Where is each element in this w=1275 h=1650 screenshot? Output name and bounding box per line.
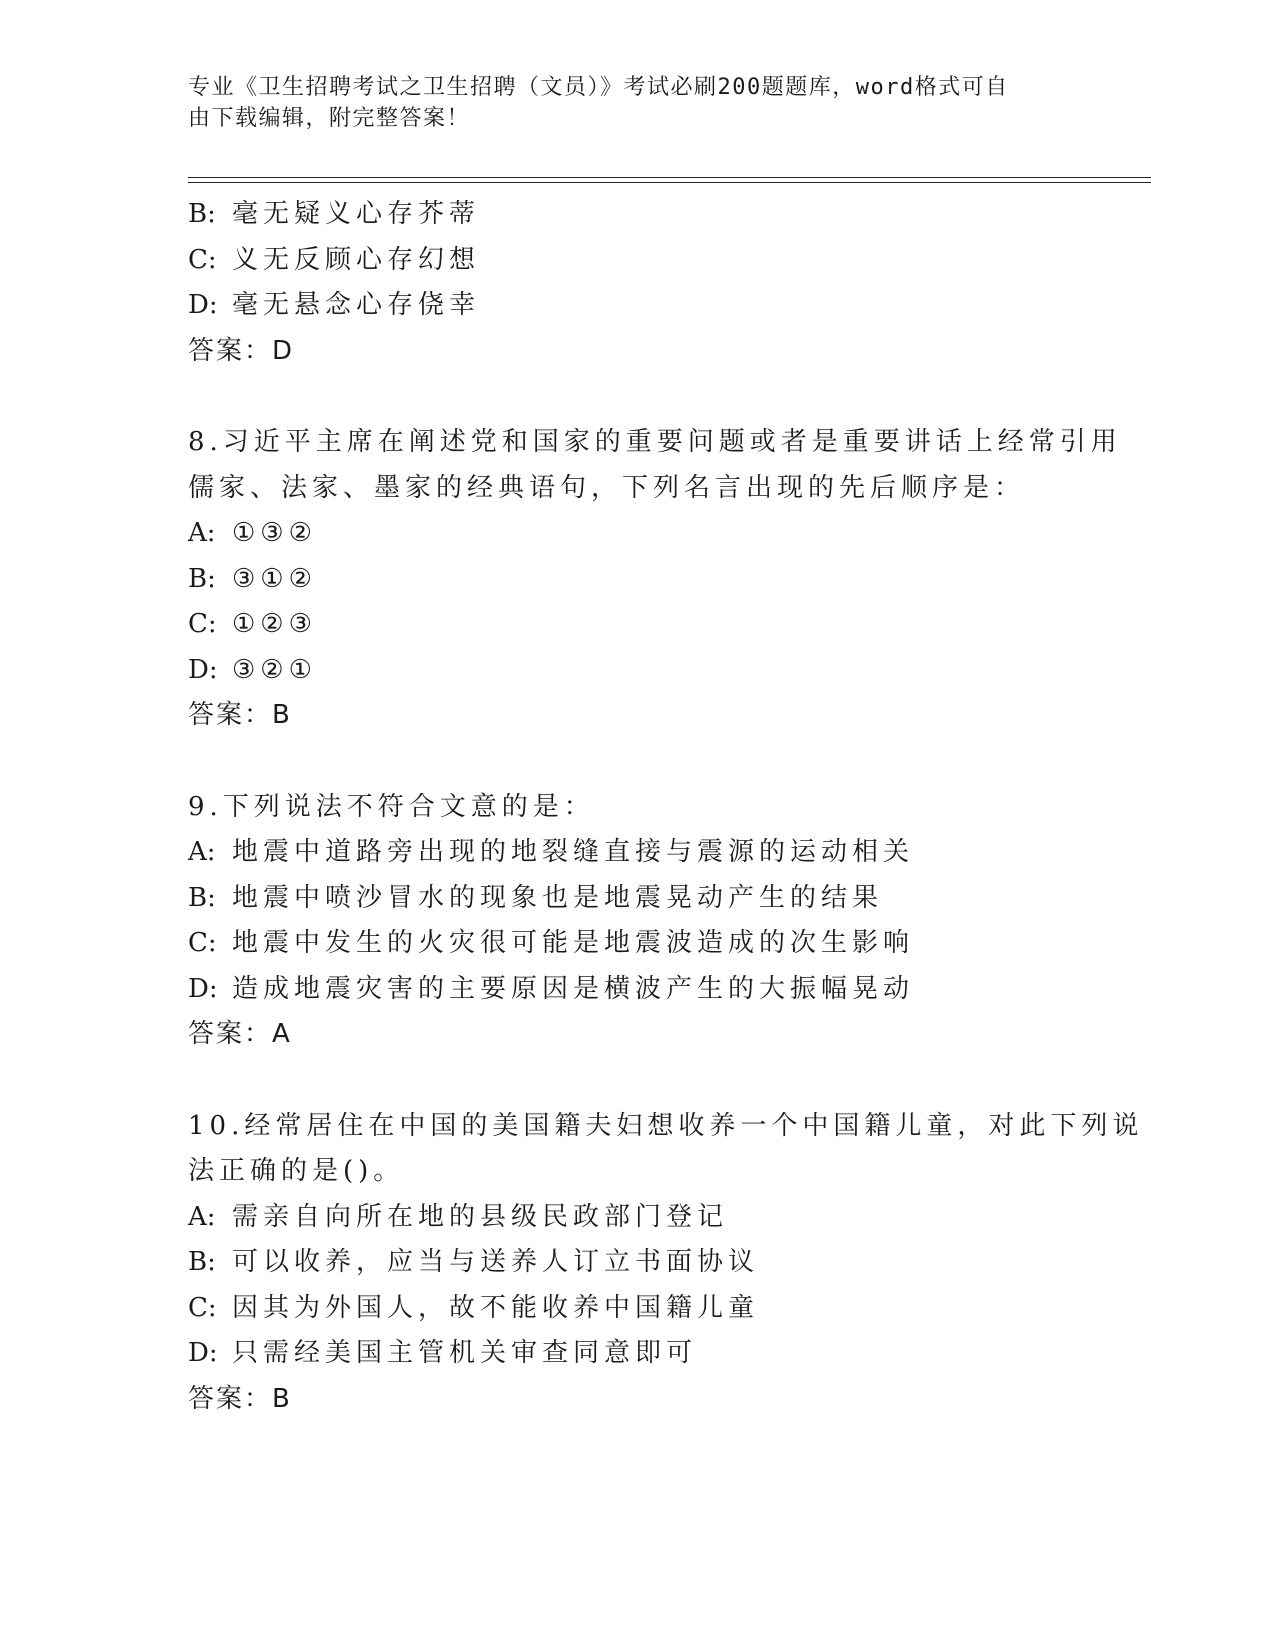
spacer <box>188 739 1088 785</box>
question-7-tail <box>188 192 1088 374</box>
option-c: C: 义无反顾心存幻想 <box>188 244 481 275</box>
option-b: B: 可以收养，应当与送养人订立书面协议 <box>188 1247 760 1277</box>
option-b: B: 毫无疑义心存芥蒂 <box>188 199 481 229</box>
question-stem: 8.习近平主席在阐述党和国家的重要问题或者是重要讲话上经常引用 <box>188 427 1122 457</box>
header-divider-top <box>188 177 1151 178</box>
option-c: C: ①②③ <box>188 609 317 639</box>
option-d: D: 造成地震灾害的主要原因是横波产生的大振幅晃动 <box>188 973 915 1004</box>
answer-line: 答案：B <box>188 1383 292 1414</box>
question-stem: 9.下列说法不符合文意的是： <box>188 791 595 822</box>
question-9 <box>188 785 1088 1058</box>
answer-line: 答案：A <box>188 1019 292 1049</box>
spacer <box>188 374 1088 420</box>
option-d: D: 只需经美国主管机关审查同意即可 <box>188 1338 698 1368</box>
question-stem: 儒家、法家、墨家的经典语句，下列名言出现的先后顺序是： <box>188 472 1026 503</box>
option-a: A: 地震中道路旁出现的地裂缝直接与震源的运动相关 <box>188 837 915 867</box>
question-8 <box>188 420 1122 739</box>
option-d: D: 毫无悬念心存侥幸 <box>188 290 481 320</box>
header-line-2: 由下载编辑，附完整答案！ <box>188 106 471 131</box>
question-stem: 法正确的是()。 <box>188 1156 405 1186</box>
option-d: D: ③②① <box>188 654 317 685</box>
page-header <box>188 72 1068 134</box>
option-b: B: 地震中喷沙冒水的现象也是地震晃动产生的结果 <box>188 882 884 913</box>
answer-line: 答案：D <box>188 335 295 366</box>
option-b: B: ③①② <box>188 563 317 594</box>
header-divider-bottom <box>188 182 1151 183</box>
question-10 <box>188 1104 1144 1423</box>
spacer <box>188 1058 1088 1104</box>
answer-line: 答案：B <box>188 700 292 730</box>
option-a: A: ①③② <box>188 518 317 548</box>
option-c: C: 地震中发生的火灾很可能是地震波造成的次生影响 <box>188 928 915 958</box>
question-list <box>188 192 1144 1422</box>
option-a: A: 需亲自向所在地的县级民政部门登记 <box>188 1201 729 1232</box>
header-line-1: 专业《卫生招聘考试之卫生招聘（文员）》考试必刷200题题库，word格式可自 <box>188 75 1009 100</box>
question-stem: 10.经常居住在中国的美国籍夫妇想收养一个中国籍儿童，对此下列说 <box>188 1110 1144 1141</box>
option-c: C: 因其为外国人，故不能收养中国籍儿童 <box>188 1292 760 1323</box>
